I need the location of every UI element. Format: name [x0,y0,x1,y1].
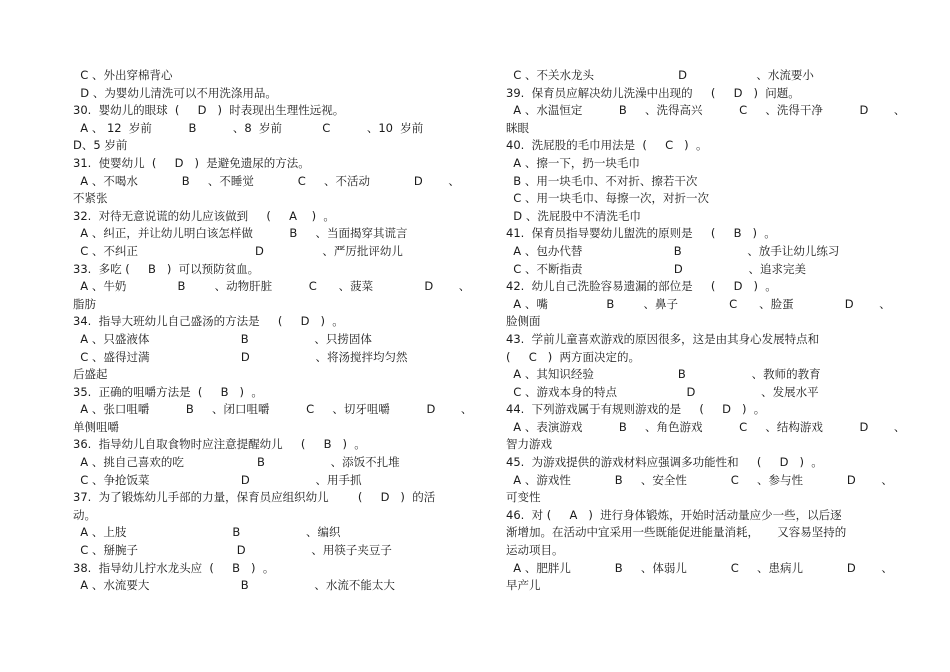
text-line: A 、包办代替 B 、放手让幼儿练习 [506,243,840,258]
text-line: ( C ) 两方面决定的。 [506,349,641,364]
text-line: 32. 对待无意说谎的幼儿应该做到 ( A ) 。 [73,208,335,223]
text-line: 43. 学前儿童喜欢游戏的原因很多，这是由其身心发展特点和 [506,331,820,346]
text-line: 早产儿 [506,578,541,593]
text-line: A 、游戏性 B 、安全性 C 、参与性 D 、 [506,472,893,487]
text-line: 30. 婴幼儿的眼球 ( D ) 时表现出生理性远视。 [73,103,345,118]
text-line: D 、为婴幼儿清洗可以不用洗涤用品。 [73,85,277,100]
text-line: A 、纠正，并让幼儿明白该怎样做 B 、当面揭穿其谎言 [73,226,408,241]
text-line: C 、不断指责 D 、追求完美 [506,261,807,276]
text-line: 33. 多吃 ( B ) 可以预防贫血。 [73,261,260,276]
text-line: A 、水流要大 B 、水流不能太大 [73,578,395,593]
text-line: 31. 使婴幼儿 ( D ) 是避免遗尿的方法。 [73,155,310,170]
text-line: 运动项目。 [506,543,564,558]
text-line: C 、争抢饭菜 D 、用手抓 [73,472,362,487]
text-line: C 、掰腕子 D 、用筷子夹豆子 [73,543,392,558]
text-line: 可变性 [506,490,541,505]
text-line: 35. 正确的咀嚼方法是 ( B ) 。 [73,384,263,399]
text-line: C 、不关水龙头 D 、水流要小 [506,68,814,82]
left-column [73,67,473,595]
text-line: A 、牛奶 B 、动物肝脏 C 、菠菜 D 、 [73,279,471,294]
text-line: 不紧张 [73,191,108,206]
text-line: 38. 指导幼儿拧水龙头应 ( B ) 。 [73,560,275,575]
text-line: C 、用一块毛巾、每擦一次，对折一次 [506,191,709,206]
text-line: 45. 为游戏提供的游戏材料应强调多功能性和 ( D ) 。 [506,455,823,470]
text-line: 36. 指导幼儿自取食物时应注意提醒幼儿 ( B ) 。 [73,437,366,452]
text-line: 46. 对 ( A ) 进行身体锻炼，开始时活动量应少一些，以后逐 [506,507,842,522]
text-line: 42. 幼儿自己洗脸容易遗漏的部位是 ( D ) 。 [506,279,777,294]
text-line: A 、挑自己喜欢的吃 B 、添饭不扎堆 [73,455,400,470]
right-column [506,67,906,595]
text-line: 脸侧面 [506,314,541,329]
text-line: 渐增加。在活动中宜采用一些既能促进能量消耗， 又容易坚持的 [506,525,847,540]
text-line: 单侧咀嚼 [73,419,119,434]
text-line: A 、肥胖儿 B 、体弱儿 C 、患病儿 D 、 [506,560,893,575]
text-line: 44. 下列游戏属于有规则游戏的是 ( D ) 。 [506,402,766,417]
text-line: A 、擦一下，扔一块毛巾 [506,155,640,170]
text-line: B 、用一块毛巾、不对折、擦若干次 [506,173,698,188]
text-line: 40. 洗屁股的毛巾用法是 ( C ) 。 [506,138,708,153]
text-line: C 、不纠正 D 、严厉批评幼儿 [73,243,403,258]
text-line: C 、盛得过满 D 、将汤搅拌均匀然 [73,349,408,364]
text-line: D、5 岁前 [73,138,128,153]
text-line: A 、不喝水 B 、不睡觉 C 、不活动 D 、 [73,173,460,188]
text-line: A 、水温恒定 B 、洗得高兴 C 、洗得干净 D 、 [506,103,906,118]
text-line: 34. 指导大班幼儿自己盛汤的方法是 ( D ) 。 [73,314,344,329]
text-line: A 、嘴 B 、鼻子 C 、脸蛋 D 、 [506,296,891,311]
text-line: 39. 保育员应解决幼儿洗澡中出现的 ( D ) 问题。 [506,85,800,100]
text-line: 41. 保育员指导婴幼儿盥洗的原则是 ( B ) 。 [506,226,776,241]
text-line: 后盛起 [73,367,108,382]
text-line: 动。 [73,507,96,522]
text-line: D 、洗屁股中不清洗毛巾 [506,208,641,223]
text-line: 37. 为了锻炼幼儿手部的力量，保育员应组织幼儿 ( D ) 的活 [73,490,436,505]
text-line: 脂肪 [73,296,96,311]
text-line: A 、上肢 B 、编织 [73,525,341,540]
text-line: 眯眼 [506,120,529,135]
text-line: C 、游戏本身的特点 D 、发展水平 [506,384,819,399]
text-line: A 、 12 岁前 B 、8 岁前 C 、10 岁前 [73,120,424,135]
text-line: A 、张口咀嚼 B 、闭口咀嚼 C 、切牙咀嚼 D 、 [73,402,473,417]
text-line: A 、表演游戏 B 、角色游戏 C 、结构游戏 D 、 [506,419,906,434]
text-line: C 、外出穿棉背心 [73,68,173,82]
text-line: 智力游戏 [506,437,552,452]
text-line: A 、其知识经验 B 、教师的教育 [506,367,821,382]
text-line: A 、只盛液体 B 、只捞固体 [73,331,372,346]
